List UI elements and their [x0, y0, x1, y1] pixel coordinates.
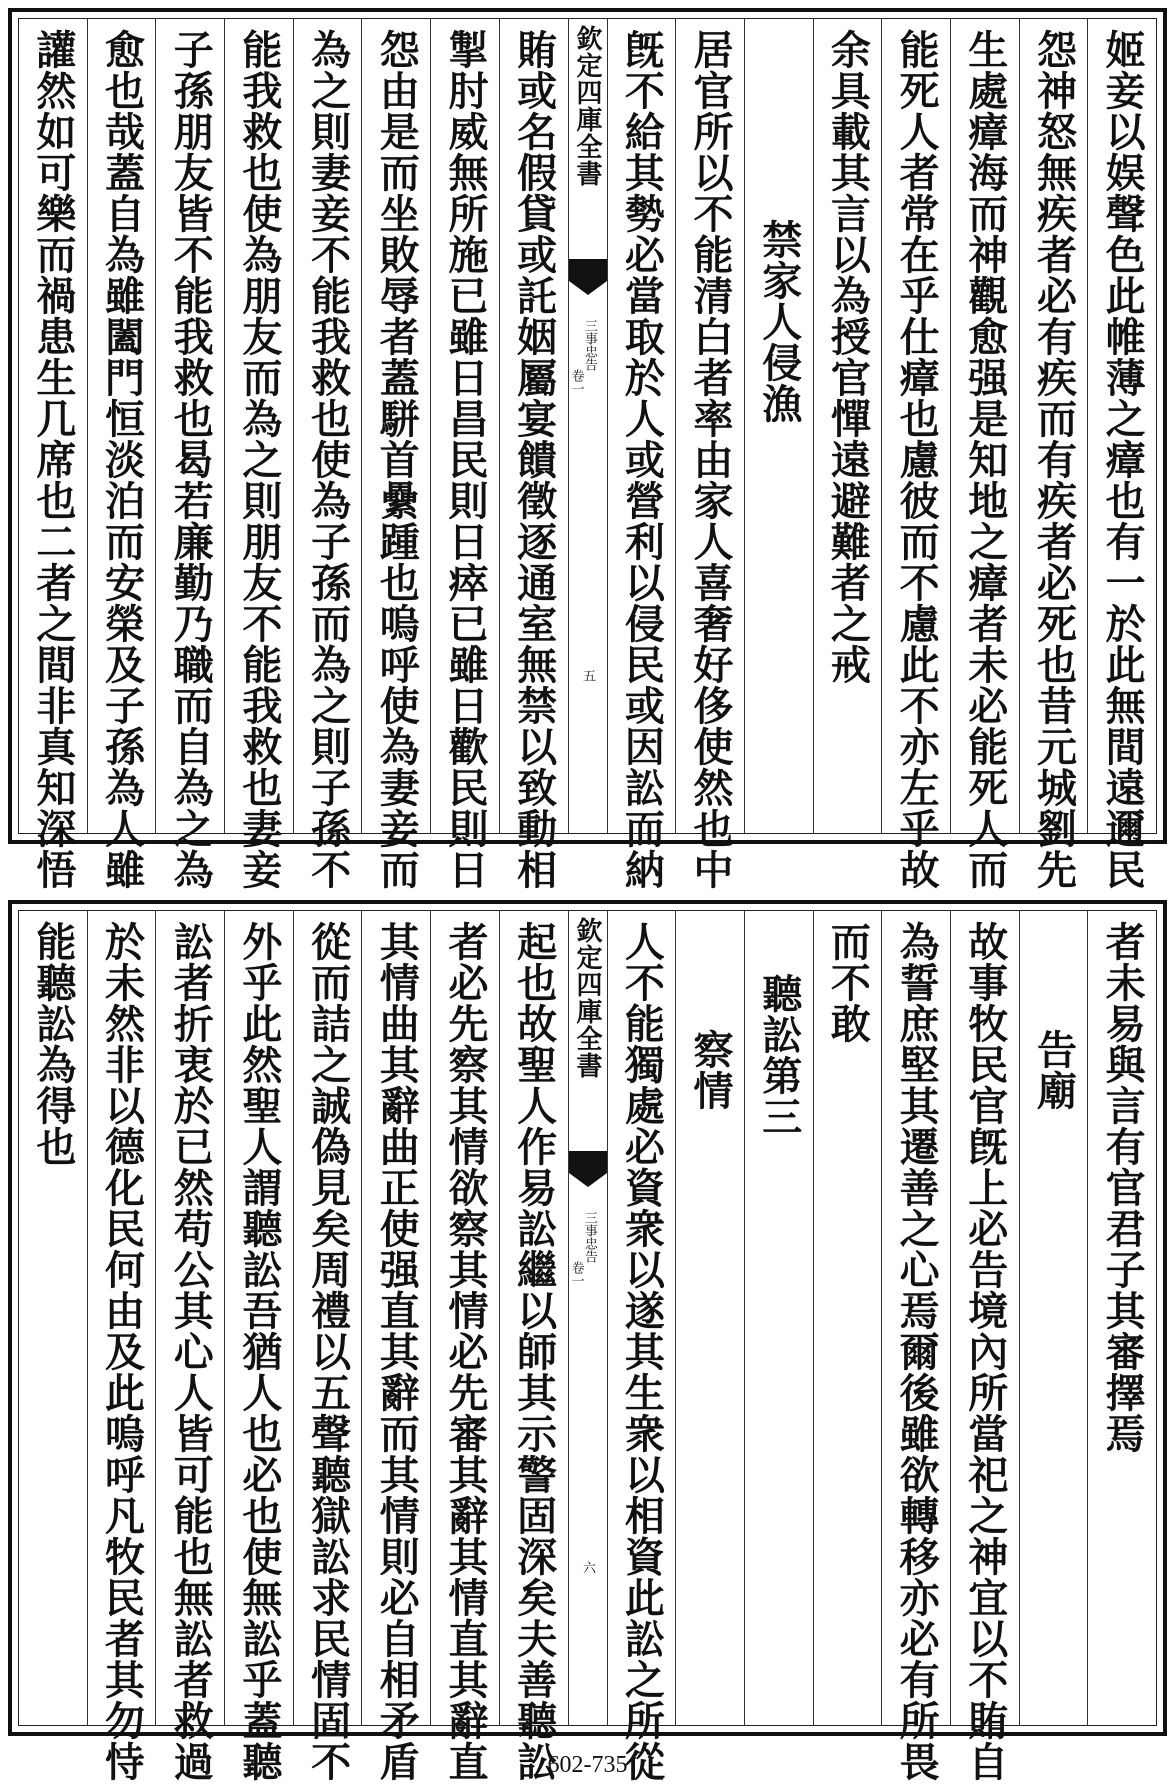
banner-page-number: 五	[580, 669, 595, 682]
banner-book-name: 三事忠告	[581, 319, 597, 371]
banner-volume: 卷一	[568, 1261, 584, 1287]
text-column-text: 人不能獨處必資衆以遂其生衆以相資此訟之所從	[618, 921, 666, 1782]
text-column	[675, 911, 744, 1725]
text-column-text: 愈也哉蓋自為雖闔門恒淡泊而安榮及子孫為人雖	[98, 29, 146, 890]
text-column-text: 怨由是而坐敗辱者蓋駢首纍踵也嗚呼使為妻妾而	[373, 29, 421, 890]
text-column	[950, 911, 1019, 1782]
text-column-text: 姬妾以娱聲色此帷薄之瘴也有一於此無間遠邇民	[1099, 29, 1147, 890]
text-column	[499, 19, 568, 890]
text-column-text: 旣不給其勢必當取於人或營利以侵民或因訟而納	[618, 29, 666, 890]
text-column-text: 故事牧民官旣上必告境內所當祀之神宜以不賄自	[961, 921, 1009, 1782]
text-column-text: 生處瘴海而神觀愈强是知地之瘴者未必能死人而	[961, 29, 1009, 890]
text-column-text: 起也故聖人作易訟繼以師其示警固深矣夫善聽訟	[510, 921, 558, 1782]
text-column-text: 而不敢	[824, 921, 872, 1044]
center-banner	[568, 911, 607, 1725]
text-column-text: 於未然非以德化民何由及此嗚呼凡牧民者其勿恃	[98, 921, 146, 1782]
text-column	[744, 19, 813, 833]
upper-page-frame	[18, 18, 1157, 890]
text-column	[155, 19, 224, 890]
text-column	[1087, 911, 1156, 1725]
center-banner	[568, 19, 607, 833]
text-column-text: 其情曲其辭曲正使强直其辭而其情則必自相矛盾	[373, 921, 421, 1782]
text-column	[87, 911, 156, 1782]
text-column	[224, 911, 293, 1782]
banner-book-name: 三事忠告	[581, 1211, 597, 1263]
text-column	[813, 911, 882, 1725]
text-column	[950, 19, 1019, 890]
text-column-text: 告廟	[1030, 1029, 1078, 1111]
text-column-text: 外乎此然聖人謂聽訟吾猶人也必也使無訟乎蓋聽	[235, 921, 283, 1782]
text-column-text: 訟者折衷於已然苟公其心人皆可能也無訟者救過	[167, 921, 215, 1782]
text-column	[607, 911, 676, 1782]
text-column-text: 余具載其言以為授官憚遠避難者之戒	[824, 29, 872, 685]
page-code: 602-735	[547, 1752, 628, 1778]
text-column-text: 能我救也使為朋友而為之則朋友不能我救也妻妾	[235, 29, 283, 890]
text-column	[1019, 911, 1088, 1725]
text-column-text: 居官所以不能清白者率由家人喜奢好侈使然也中	[687, 29, 735, 890]
text-column	[430, 19, 499, 890]
banner-title: 欽定四庫全書	[572, 917, 602, 1079]
text-column-text: 能聽訟為得也	[29, 921, 77, 1167]
text-column-text: 賄或名假貸或託姻屬宴饋徵逐通室無禁以致動相	[510, 29, 558, 890]
text-column	[361, 19, 430, 890]
text-column-text: 禁家人侵漁	[755, 219, 803, 424]
text-column	[430, 911, 499, 1782]
text-column	[1087, 19, 1156, 890]
text-column	[675, 19, 744, 890]
upper-page-columns	[19, 19, 1156, 890]
text-column	[293, 911, 362, 1782]
fish-tail-mark	[569, 1151, 607, 1173]
fish-tail-mark	[569, 259, 607, 281]
text-column	[813, 19, 882, 833]
text-column-text: 能死人者常在乎仕瘴也慮彼而不慮此不亦左乎故	[893, 29, 941, 890]
text-column	[19, 911, 87, 1725]
text-column	[607, 19, 676, 890]
text-column	[881, 19, 950, 890]
text-column-text: 為誓庶堅其遷善之心焉爾後雖欲轉移亦必有所畏	[893, 921, 941, 1782]
text-column-text: 讙然如可樂而禍患生几席也二者之間非真知深悟	[29, 29, 77, 890]
text-column-text: 察情	[687, 1029, 735, 1111]
text-column	[155, 911, 224, 1782]
text-column-text: 者未易與言有官君子其審擇焉	[1099, 921, 1147, 1454]
text-column	[224, 19, 293, 890]
text-column	[744, 911, 813, 1725]
banner-volume: 卷一	[568, 369, 584, 395]
text-column-text: 怨神怒無疾者必有疾而有疾者必死也昔元城劉先	[1030, 29, 1078, 890]
text-column-text: 掣肘威無所施已雖日昌民則日瘁已雖日歡民則日	[441, 29, 489, 890]
banner-page-number: 六	[580, 1561, 595, 1574]
text-column	[1019, 19, 1088, 890]
text-column	[293, 19, 362, 890]
text-column	[361, 911, 430, 1782]
text-column	[881, 911, 950, 1782]
text-column-text: 為之則妻妾不能我救也使為子孫而為之則子孫不	[304, 29, 352, 890]
text-column	[499, 911, 568, 1782]
text-column	[19, 19, 87, 890]
text-column-text: 者必先察其情欲察其情必先審其辭其情直其辭直	[441, 921, 489, 1782]
text-column	[87, 19, 156, 890]
text-column-text: 聽訟第三	[755, 973, 803, 1137]
upper-page	[8, 8, 1167, 890]
banner-title: 欽定四庫全書	[572, 25, 602, 187]
text-column-text: 從而詰之誠偽見矣周禮以五聲聽獄訟求民情固不	[304, 921, 352, 1782]
text-column-text: 子孫朋友皆不能我救也曷若廉勤乃職而自為之為	[167, 29, 215, 890]
